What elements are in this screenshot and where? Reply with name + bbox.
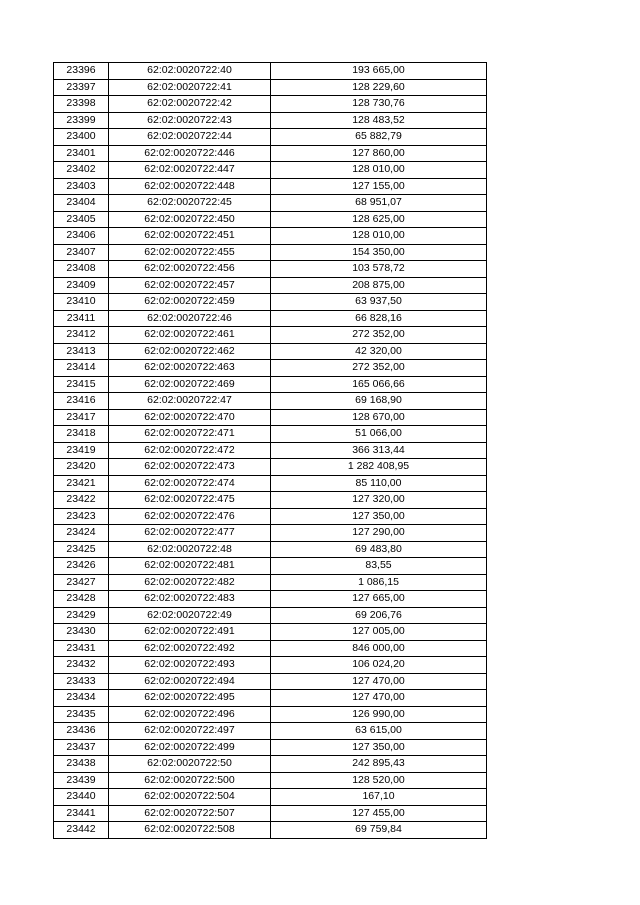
cadastral-value-cell: 128 229,60: [271, 79, 487, 96]
row-number-cell: 23408: [54, 261, 109, 278]
table-row: [54, 541, 487, 558]
row-number-cell: 23423: [54, 508, 109, 525]
cadastral-number-cell: 62:02:0020722:471: [109, 426, 271, 443]
table-row: [54, 690, 487, 707]
cadastral-value-cell: 128 520,00: [271, 772, 487, 789]
cadastral-number-cell: 62:02:0020722:456: [109, 261, 271, 278]
row-number-cell: 23397: [54, 79, 109, 96]
cadastral-number-cell: 62:02:0020722:481: [109, 558, 271, 575]
cadastral-number-cell: 62:02:0020722:48: [109, 541, 271, 558]
cadastral-number-cell: 62:02:0020722:455: [109, 244, 271, 261]
table-row: [54, 426, 487, 443]
cadastral-value-cell: 1 086,15: [271, 574, 487, 591]
table-row: [54, 178, 487, 195]
row-number-cell: 23421: [54, 475, 109, 492]
table-row: [54, 195, 487, 212]
cadastral-value-cell: 127 005,00: [271, 624, 487, 641]
row-number-cell: 23418: [54, 426, 109, 443]
cadastral-number-cell: 62:02:0020722:44: [109, 129, 271, 146]
row-number-cell: 23435: [54, 706, 109, 723]
cadastral-value-cell: 272 352,00: [271, 327, 487, 344]
cadastral-value-cell: 128 010,00: [271, 162, 487, 179]
cadastral-number-cell: 62:02:0020722:499: [109, 739, 271, 756]
cadastral-value-cell: 127 350,00: [271, 508, 487, 525]
table-row: [54, 228, 487, 245]
table-row: [54, 244, 487, 261]
cadastral-number-cell: 62:02:0020722:483: [109, 591, 271, 608]
cadastral-number-cell: 62:02:0020722:491: [109, 624, 271, 641]
row-number-cell: 23401: [54, 145, 109, 162]
cadastral-value-cell: 51 066,00: [271, 426, 487, 443]
cadastral-value-cell: 165 066,66: [271, 376, 487, 393]
cadastral-value-cell: 106 024,20: [271, 657, 487, 674]
cadastral-value-cell: 85 110,00: [271, 475, 487, 492]
cadastral-number-cell: 62:02:0020722:42: [109, 96, 271, 113]
cadastral-value-cell: 154 350,00: [271, 244, 487, 261]
cadastral-number-cell: 62:02:0020722:41: [109, 79, 271, 96]
cadastral-value-cell: 63 615,00: [271, 723, 487, 740]
row-number-cell: 23413: [54, 343, 109, 360]
table-row: [54, 475, 487, 492]
cadastral-value-cell: 127 155,00: [271, 178, 487, 195]
cadastral-number-cell: 62:02:0020722:450: [109, 211, 271, 228]
table-row: [54, 63, 487, 80]
row-number-cell: 23426: [54, 558, 109, 575]
row-number-cell: 23425: [54, 541, 109, 558]
table-row: [54, 591, 487, 608]
cadastral-value-cell: 127 290,00: [271, 525, 487, 542]
table-row: [54, 310, 487, 327]
cadastral-value-cell: 846 000,00: [271, 640, 487, 657]
row-number-cell: 23398: [54, 96, 109, 113]
cadastral-number-cell: 62:02:0020722:477: [109, 525, 271, 542]
row-number-cell: 23396: [54, 63, 109, 80]
row-number-cell: 23430: [54, 624, 109, 641]
table-row: [54, 739, 487, 756]
cadastral-number-cell: 62:02:0020722:500: [109, 772, 271, 789]
table-row: [54, 96, 487, 113]
cadastral-number-cell: 62:02:0020722:451: [109, 228, 271, 245]
row-number-cell: 23416: [54, 393, 109, 410]
row-number-cell: 23415: [54, 376, 109, 393]
cadastral-number-cell: 62:02:0020722:446: [109, 145, 271, 162]
row-number-cell: 23442: [54, 822, 109, 839]
cadastral-number-cell: 62:02:0020722:508: [109, 822, 271, 839]
cadastral-number-cell: 62:02:0020722:43: [109, 112, 271, 129]
row-number-cell: 23422: [54, 492, 109, 509]
cadastral-value-cell: 128 730,76: [271, 96, 487, 113]
cadastral-number-cell: 62:02:0020722:475: [109, 492, 271, 509]
table-row: [54, 129, 487, 146]
cadastral-number-cell: 62:02:0020722:474: [109, 475, 271, 492]
row-number-cell: 23410: [54, 294, 109, 311]
row-number-cell: 23420: [54, 459, 109, 476]
cadastral-number-cell: 62:02:0020722:492: [109, 640, 271, 657]
table-row: [54, 459, 487, 476]
cadastral-number-cell: 62:02:0020722:473: [109, 459, 271, 476]
cadastral-number-cell: 62:02:0020722:40: [109, 63, 271, 80]
cadastral-value-table: [53, 62, 487, 839]
cadastral-number-cell: 62:02:0020722:496: [109, 706, 271, 723]
cadastral-number-cell: 62:02:0020722:45: [109, 195, 271, 212]
row-number-cell: 23400: [54, 129, 109, 146]
table-row: [54, 607, 487, 624]
table-row: [54, 772, 487, 789]
row-number-cell: 23404: [54, 195, 109, 212]
table-row: [54, 706, 487, 723]
row-number-cell: 23407: [54, 244, 109, 261]
row-number-cell: 23402: [54, 162, 109, 179]
cadastral-value-cell: 127 860,00: [271, 145, 487, 162]
cadastral-value-cell: 69 206,76: [271, 607, 487, 624]
table-row: [54, 624, 487, 641]
cadastral-value-cell: 1 282 408,95: [271, 459, 487, 476]
row-number-cell: 23411: [54, 310, 109, 327]
row-number-cell: 23441: [54, 805, 109, 822]
table-row: [54, 360, 487, 377]
table-row: [54, 442, 487, 459]
cadastral-value-cell: 83,55: [271, 558, 487, 575]
table-row: [54, 789, 487, 806]
table-row: [54, 79, 487, 96]
table-row: [54, 294, 487, 311]
cadastral-number-cell: 62:02:0020722:50: [109, 756, 271, 773]
cadastral-value-cell: 69 759,84: [271, 822, 487, 839]
table-row: [54, 657, 487, 674]
row-number-cell: 23406: [54, 228, 109, 245]
table-row: [54, 393, 487, 410]
row-number-cell: 23437: [54, 739, 109, 756]
cadastral-value-cell: 127 455,00: [271, 805, 487, 822]
cadastral-number-cell: 62:02:0020722:494: [109, 673, 271, 690]
table-row: [54, 277, 487, 294]
cadastral-value-cell: 242 895,43: [271, 756, 487, 773]
row-number-cell: 23399: [54, 112, 109, 129]
cadastral-value-cell: 69 483,80: [271, 541, 487, 558]
row-number-cell: 23428: [54, 591, 109, 608]
cadastral-value-cell: 167,10: [271, 789, 487, 806]
table-row: [54, 574, 487, 591]
cadastral-number-cell: 62:02:0020722:493: [109, 657, 271, 674]
row-number-cell: 23440: [54, 789, 109, 806]
row-number-cell: 23432: [54, 657, 109, 674]
table-row: [54, 327, 487, 344]
table-row: [54, 162, 487, 179]
table-row: [54, 112, 487, 129]
table-row: [54, 805, 487, 822]
cadastral-value-cell: 193 665,00: [271, 63, 487, 80]
table-row: [54, 640, 487, 657]
cadastral-value-cell: 42 320,00: [271, 343, 487, 360]
row-number-cell: 23412: [54, 327, 109, 344]
row-number-cell: 23429: [54, 607, 109, 624]
cadastral-value-cell: 103 578,72: [271, 261, 487, 278]
cadastral-value-cell: 65 882,79: [271, 129, 487, 146]
row-number-cell: 23434: [54, 690, 109, 707]
cadastral-value-cell: 272 352,00: [271, 360, 487, 377]
cadastral-number-cell: 62:02:0020722:448: [109, 178, 271, 195]
row-number-cell: 23424: [54, 525, 109, 542]
cadastral-value-cell: 66 828,16: [271, 310, 487, 327]
cadastral-number-cell: 62:02:0020722:47: [109, 393, 271, 410]
cadastral-number-cell: 62:02:0020722:482: [109, 574, 271, 591]
cadastral-number-cell: 62:02:0020722:447: [109, 162, 271, 179]
cadastral-value-cell: 366 313,44: [271, 442, 487, 459]
cadastral-value-cell: 127 665,00: [271, 591, 487, 608]
row-number-cell: 23438: [54, 756, 109, 773]
cadastral-value-cell: 127 470,00: [271, 690, 487, 707]
cadastral-number-cell: 62:02:0020722:504: [109, 789, 271, 806]
table-body: [54, 63, 487, 839]
cadastral-number-cell: 62:02:0020722:469: [109, 376, 271, 393]
row-number-cell: 23414: [54, 360, 109, 377]
table-row: [54, 492, 487, 509]
cadastral-number-cell: 62:02:0020722:46: [109, 310, 271, 327]
cadastral-number-cell: 62:02:0020722:463: [109, 360, 271, 377]
cadastral-number-cell: 62:02:0020722:49: [109, 607, 271, 624]
cadastral-value-cell: 128 670,00: [271, 409, 487, 426]
cadastral-number-cell: 62:02:0020722:497: [109, 723, 271, 740]
cadastral-number-cell: 62:02:0020722:461: [109, 327, 271, 344]
table-row: [54, 525, 487, 542]
cadastral-value-cell: 128 625,00: [271, 211, 487, 228]
cadastral-number-cell: 62:02:0020722:476: [109, 508, 271, 525]
row-number-cell: 23433: [54, 673, 109, 690]
row-number-cell: 23436: [54, 723, 109, 740]
table-row: [54, 211, 487, 228]
row-number-cell: 23431: [54, 640, 109, 657]
cadastral-value-cell: 69 168,90: [271, 393, 487, 410]
table-row: [54, 261, 487, 278]
cadastral-number-cell: 62:02:0020722:457: [109, 277, 271, 294]
row-number-cell: 23427: [54, 574, 109, 591]
row-number-cell: 23403: [54, 178, 109, 195]
cadastral-value-cell: 208 875,00: [271, 277, 487, 294]
cadastral-number-cell: 62:02:0020722:462: [109, 343, 271, 360]
cadastral-number-cell: 62:02:0020722:459: [109, 294, 271, 311]
cadastral-value-cell: 127 320,00: [271, 492, 487, 509]
cadastral-value-cell: 126 990,00: [271, 706, 487, 723]
cadastral-value-cell: 127 350,00: [271, 739, 487, 756]
cadastral-number-cell: 62:02:0020722:472: [109, 442, 271, 459]
cadastral-number-cell: 62:02:0020722:470: [109, 409, 271, 426]
table-row: [54, 822, 487, 839]
table-row: [54, 145, 487, 162]
table-row: [54, 376, 487, 393]
row-number-cell: 23409: [54, 277, 109, 294]
cadastral-value-cell: 128 010,00: [271, 228, 487, 245]
row-number-cell: 23419: [54, 442, 109, 459]
row-number-cell: 23439: [54, 772, 109, 789]
cadastral-number-cell: 62:02:0020722:507: [109, 805, 271, 822]
table-row: [54, 508, 487, 525]
table-row: [54, 723, 487, 740]
cadastral-value-cell: 63 937,50: [271, 294, 487, 311]
row-number-cell: 23417: [54, 409, 109, 426]
table-row: [54, 558, 487, 575]
table-row: [54, 409, 487, 426]
cadastral-value-cell: 128 483,52: [271, 112, 487, 129]
cadastral-value-cell: 127 470,00: [271, 673, 487, 690]
cadastral-number-cell: 62:02:0020722:495: [109, 690, 271, 707]
row-number-cell: 23405: [54, 211, 109, 228]
table-row: [54, 756, 487, 773]
table-row: [54, 673, 487, 690]
table-row: [54, 343, 487, 360]
cadastral-value-cell: 68 951,07: [271, 195, 487, 212]
